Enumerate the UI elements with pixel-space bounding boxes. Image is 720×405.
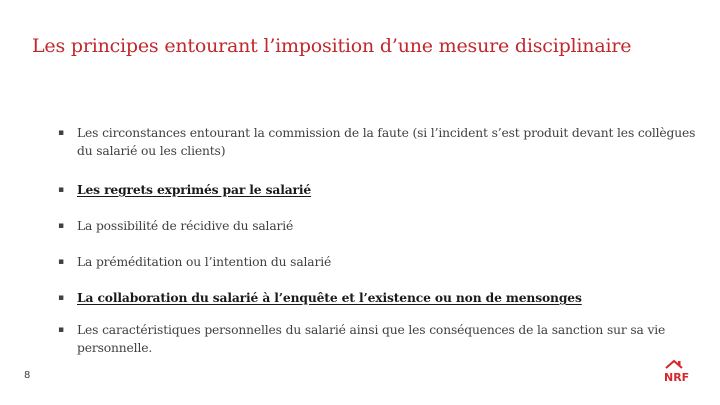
bullet-icon: ▪ bbox=[58, 128, 64, 138]
bullet-icon: ▪ bbox=[58, 221, 64, 231]
svg-text:NRF: NRF bbox=[664, 371, 690, 384]
page-number: 8 bbox=[24, 370, 31, 381]
bullet-text: Les circonstances entourant la commission de la faute (si l’incident s’est produit devant les collègues du salarié ou les clients) bbox=[77, 126, 696, 158]
nrf-logo bbox=[662, 358, 694, 384]
list-item bbox=[58, 289, 582, 307]
bullet-text: La préméditation ou l’intention du salarié bbox=[77, 255, 332, 269]
bullet-text-emphasized: La collaboration du salarié à l’enquête et l’existence ou non de mensonges bbox=[77, 290, 582, 305]
bullet-icon: ▪ bbox=[58, 325, 64, 335]
bullet-icon: ▪ bbox=[58, 257, 64, 267]
bullet-text-emphasized: Les regrets exprimés par le salarié bbox=[77, 182, 312, 197]
bullet-icon: ▪ bbox=[58, 185, 64, 195]
bullet-icon: ▪ bbox=[58, 293, 64, 303]
bullet-text: Les caractéristiques personnelles du salarié ainsi que les conséquences de la sanction sur sa vie personnelle. bbox=[77, 323, 666, 355]
list-item bbox=[58, 124, 698, 160]
list-item bbox=[58, 181, 311, 199]
list-item bbox=[58, 217, 293, 235]
slide-title: Les principes entourant l’imposition d’une mesure disciplinaire bbox=[32, 35, 632, 57]
list-item bbox=[58, 253, 331, 271]
bullet-text: La possibilité de récidive du salarié bbox=[77, 219, 294, 233]
list-item bbox=[58, 321, 698, 357]
